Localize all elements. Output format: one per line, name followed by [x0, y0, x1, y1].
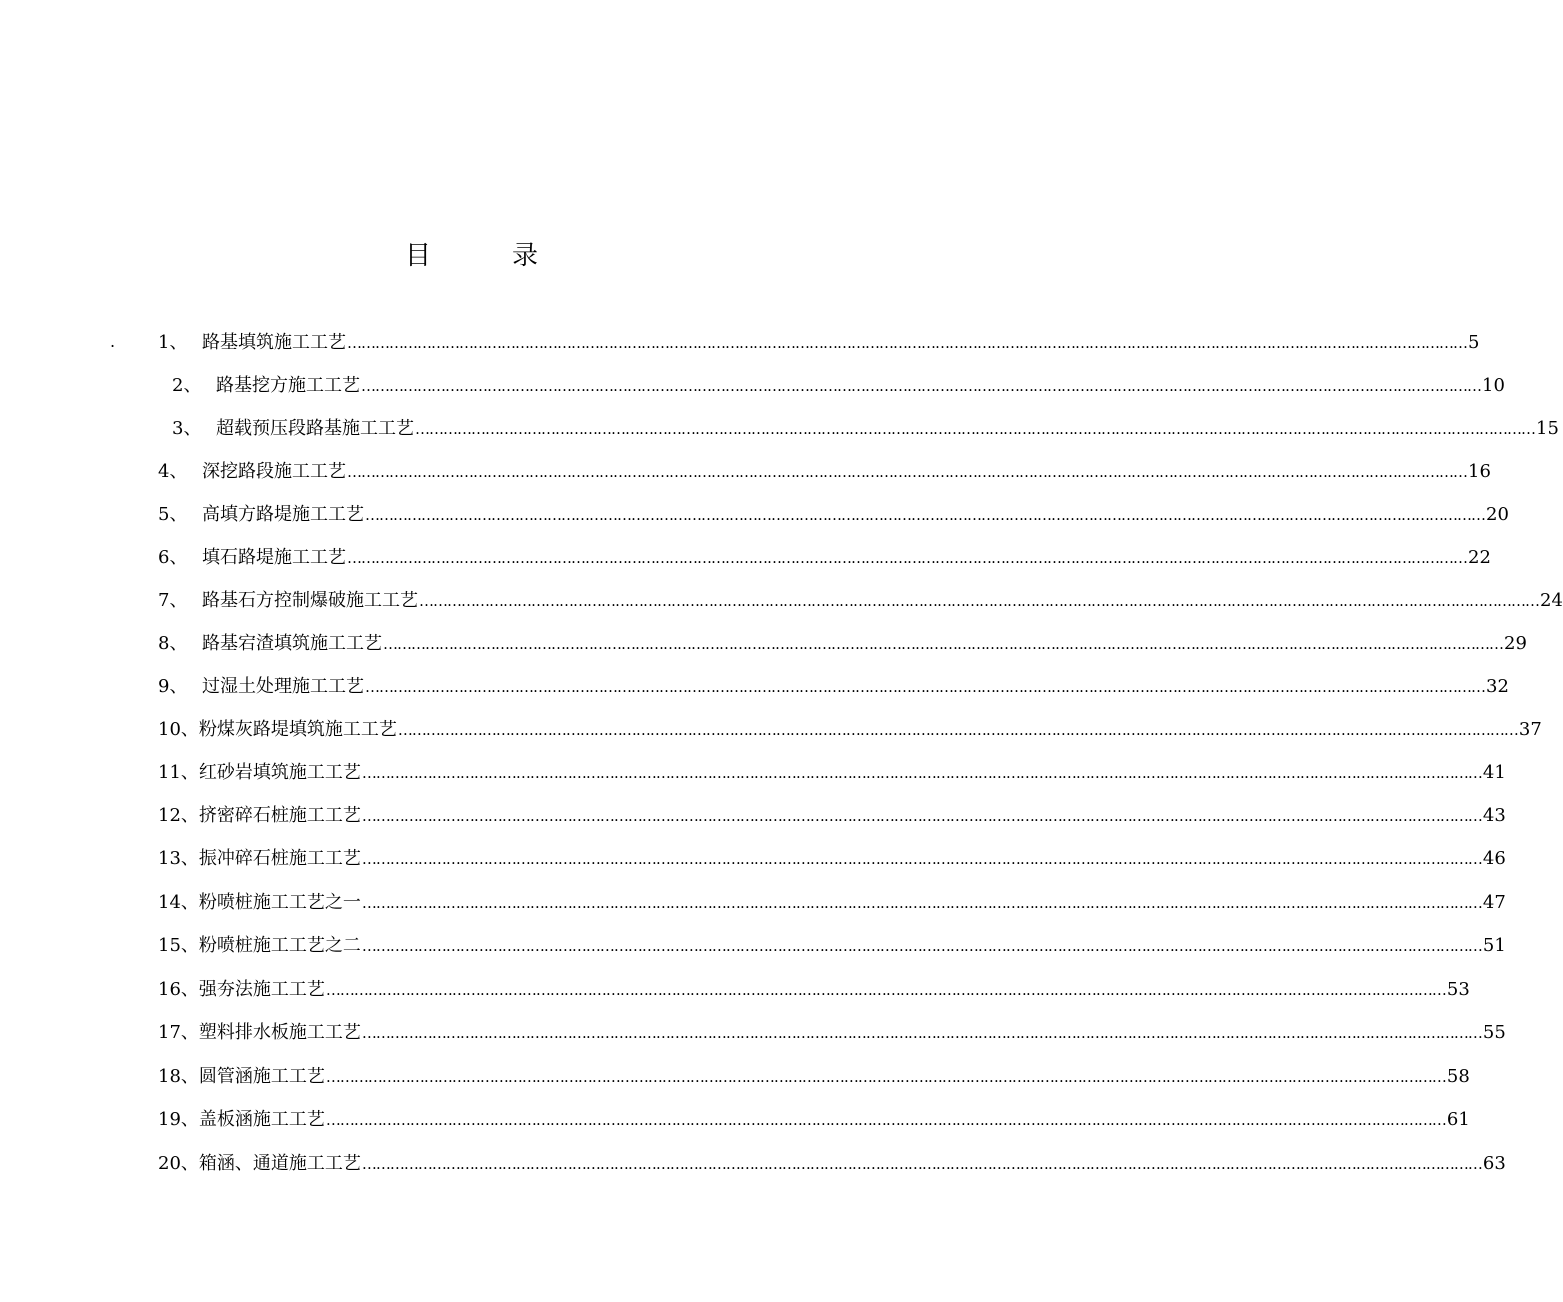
toc-entry-page: 46	[1482, 848, 1506, 869]
toc-entry-number: 1、	[158, 332, 188, 353]
toc-dot-leader: ……………………………………………………………………………………………………………………………………………………………………………………………………………………	[347, 334, 1467, 352]
toc-entry[interactable]	[158, 1020, 1506, 1046]
toc-entry-number: 19、	[158, 1109, 199, 1130]
toc-entry[interactable]	[158, 545, 1491, 571]
toc-entry[interactable]	[158, 717, 1542, 743]
toc-entry-title: 箱涵、通道施工工艺	[198, 1153, 361, 1174]
toc-dot-leader: ……………………………………………………………………………………………………………………………………………………………………………………………………………………	[361, 377, 1481, 395]
toc-entry-page: 53	[1446, 979, 1470, 1000]
toc-title-char-2: 录	[512, 241, 539, 271]
toc-entry[interactable]	[172, 373, 1505, 399]
toc-entry-title: 路基宕渣填筑施工工艺	[202, 633, 382, 654]
toc-dot-leader: ……………………………………………………………………………………………………………………………………………………………………………………………………………………	[361, 1155, 1482, 1173]
toc-entry[interactable]	[158, 502, 1509, 528]
toc-dot-leader: ……………………………………………………………………………………………………………………………………………………………………………………………………………………	[347, 549, 1467, 567]
toc-entry-title: 粉喷桩施工工艺之一	[198, 892, 361, 913]
toc-entry[interactable]	[158, 588, 1563, 614]
toc-entry-page: 41	[1482, 762, 1506, 783]
toc-entry[interactable]	[158, 1151, 1506, 1177]
toc-entry[interactable]	[158, 846, 1506, 872]
toc-dot-leader: ……………………………………………………………………………………………………………………………………………………………………………………………………………………	[365, 678, 1485, 696]
toc-entry-title: 粉喷桩施工工艺之二	[198, 935, 361, 956]
toc-entry[interactable]	[158, 890, 1506, 916]
toc-dot-leader: ……………………………………………………………………………………………………………………………………………………………………………………………………………………	[361, 850, 1482, 868]
toc-entry-number: 3、	[172, 418, 202, 439]
toc-dot-leader: ……………………………………………………………………………………………………………………………………………………………………………………………………………………	[361, 937, 1482, 955]
toc-entry-title: 盖板涵施工工艺	[198, 1109, 325, 1130]
toc-dot-leader: ……………………………………………………………………………………………………………………………………………………………………………………………………………………	[325, 981, 1446, 999]
toc-title	[0, 236, 920, 276]
toc-entry-page: 63	[1482, 1153, 1506, 1174]
toc-entry-number: 7、	[158, 590, 188, 611]
toc-dot-leader: ……………………………………………………………………………………………………………………………………………………………………………………………………………………	[361, 894, 1482, 912]
toc-dot-leader: ……………………………………………………………………………………………………………………………………………………………………………………………………………………	[397, 721, 1518, 739]
toc-entry-page: 47	[1482, 892, 1506, 913]
toc-entry-page: 61	[1446, 1109, 1470, 1130]
toc-dot-leader: ……………………………………………………………………………………………………………………………………………………………………………………………………………………	[347, 463, 1467, 481]
toc-entry-title: 路基石方控制爆破施工工艺	[202, 590, 418, 611]
toc-entry-title: 红砂岩填筑施工工艺	[198, 762, 361, 783]
toc-title-char-1: 目	[405, 241, 432, 271]
toc-entry-page: 58	[1446, 1066, 1470, 1087]
toc-entry[interactable]	[172, 416, 1559, 442]
toc-entry-page: 29	[1504, 633, 1527, 654]
toc-entry-title: 超载预压段路基施工工艺	[216, 418, 414, 439]
toc-entry-number: 4、	[158, 461, 188, 482]
toc-entry-title: 高填方路堤施工工艺	[202, 504, 364, 525]
toc-entry-title: 过湿土处理施工工艺	[202, 676, 364, 697]
toc-entry-page: 20	[1486, 504, 1509, 525]
toc-dot-leader: ……………………………………………………………………………………………………………………………………………………………………………………………………………………	[365, 506, 1485, 524]
toc-entry-page: 32	[1486, 676, 1509, 697]
toc-dot-leader: ……………………………………………………………………………………………………………………………………………………………………………………………………………………	[383, 635, 1503, 653]
toc-entry-page: 16	[1468, 461, 1491, 482]
toc-entry[interactable]	[158, 674, 1509, 700]
toc-entry-page: 51	[1482, 935, 1506, 956]
toc-entry-number: 17、	[158, 1022, 199, 1043]
toc-entry-title: 路基填筑施工工艺	[202, 332, 346, 353]
toc-dot-leader: ……………………………………………………………………………………………………………………………………………………………………………………………………………………	[361, 1024, 1482, 1042]
toc-entry-number: 8、	[158, 633, 188, 654]
toc-entry-title: 圆管涵施工工艺	[198, 1066, 325, 1087]
toc-entry[interactable]	[158, 933, 1506, 959]
toc-entry-number: 13、	[158, 848, 199, 869]
toc-entry[interactable]	[158, 977, 1470, 1003]
toc-entry-number: 18、	[158, 1066, 199, 1087]
toc-entry-title: 深挖路段施工工艺	[202, 461, 346, 482]
toc-dot-leader: ……………………………………………………………………………………………………………………………………………………………………………………………………………………	[419, 592, 1539, 610]
toc-entry-number: 10、	[158, 719, 199, 740]
toc-entry[interactable]	[158, 803, 1506, 829]
toc-entry-page: 10	[1482, 375, 1505, 396]
toc-entry[interactable]	[158, 1107, 1470, 1133]
toc-entry-page: 43	[1482, 805, 1506, 826]
toc-entry-number: 2、	[172, 375, 202, 396]
toc-entry-title: 挤密碎石桩施工工艺	[198, 805, 361, 826]
toc-dot-leader: ……………………………………………………………………………………………………………………………………………………………………………………………………………………	[325, 1111, 1446, 1129]
toc-entry-page: 37	[1518, 719, 1542, 740]
toc-dot-leader: ……………………………………………………………………………………………………………………………………………………………………………………………………………………	[361, 807, 1482, 825]
toc-entry-number: 6、	[158, 547, 188, 568]
toc-entry-number: 9、	[158, 676, 188, 697]
toc-entry-number: 5、	[158, 504, 188, 525]
toc-entry-title: 填石路堤施工工艺	[202, 547, 346, 568]
toc-dot-leader: ……………………………………………………………………………………………………………………………………………………………………………………………………………………	[361, 764, 1482, 782]
toc-entry[interactable]	[158, 459, 1491, 485]
toc-entry-title: 振冲碎石桩施工工艺	[198, 848, 361, 869]
toc-entry-page: 55	[1482, 1022, 1506, 1043]
toc-entry-page: 24	[1540, 590, 1563, 611]
toc-dot-leader: ……………………………………………………………………………………………………………………………………………………………………………………………………………………	[415, 420, 1535, 438]
toc-entry-number: 16、	[158, 979, 199, 1000]
toc-entry-number: 20、	[158, 1153, 199, 1174]
toc-entry[interactable]	[158, 1064, 1470, 1090]
toc-entry[interactable]	[158, 330, 1480, 356]
toc-entry[interactable]	[158, 631, 1527, 657]
toc-entry-title: 塑料排水板施工工艺	[198, 1022, 361, 1043]
toc-entry-page: 15	[1536, 418, 1559, 439]
toc-entry-number: 12、	[158, 805, 199, 826]
toc-entry-page: 22	[1468, 547, 1491, 568]
toc-dot-leader: ……………………………………………………………………………………………………………………………………………………………………………………………………………………	[325, 1068, 1446, 1086]
toc-entry-number: 11、	[158, 762, 199, 783]
list-marker: .	[110, 332, 116, 351]
toc-entry-number: 14、	[158, 892, 199, 913]
toc-entry-title: 强夯法施工工艺	[198, 979, 325, 1000]
toc-entry-number: 15、	[158, 935, 199, 956]
toc-entry-page: 5	[1468, 332, 1480, 353]
toc-entry-title: 粉煤灰路堤填筑施工工艺	[198, 719, 397, 740]
toc-entry-title: 路基挖方施工工艺	[216, 375, 360, 396]
toc-entry[interactable]	[158, 760, 1506, 786]
